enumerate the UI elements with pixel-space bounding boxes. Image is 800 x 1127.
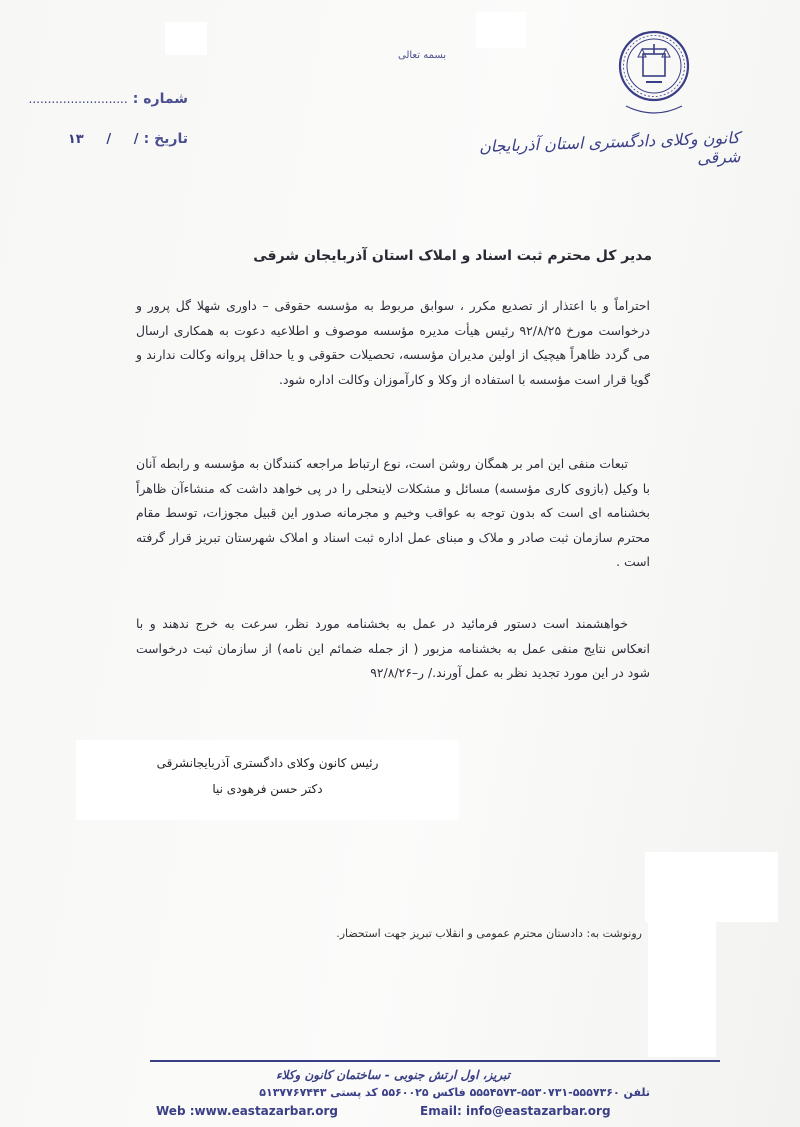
redaction-box-right-lower xyxy=(648,922,716,1057)
letter-number-row xyxy=(29,88,189,107)
addressee-heading: مدیر کل محترم ثبت اسناد و املاک استان آذربایجان شرقی xyxy=(253,248,652,264)
redaction-box-top-center xyxy=(476,12,526,48)
redaction-box-top-left xyxy=(165,22,207,55)
organization-name: کانون وکلای دادگستری استان آذربایجان شرقی xyxy=(478,128,741,168)
bar-association-seal-icon xyxy=(616,28,692,114)
body-paragraph-2: تبعات منفی این امر بر همگان روشن است، نوع ارتباط مراجعه کنندگان به مؤسسه و رابطه آنان با وکیل (بازوی کاری مؤسسه) مسائل و مشکلات لاینحلی را در پی خواهد داشت که منشاءآن ظاهراً بخشنامه ای است که بدون توجه به عواقب وخیم و مجرمانه صدور این قبیل مجوزات، توسط مقام محترم سازمان ثبت صادر و ملاک و مبنای عمل اداره ثبت اسناد و املاک شهرستان تبریز قرار گرفته است . xyxy=(136,456,650,570)
body-paragraph-3: خواهشمند است دستور فرمائید در عمل به بخشنامه مورد نظر، سرعت به خرج ندهند و با انعکاس نتایج منفی عمل به بخشنامه مزبور ( از جمله ضمائم این نامه) از سازمان ثبت درخواست شود در این مورد تجدید نظر به عمل آورند./ ر–۹۲/۸/۲۶ xyxy=(136,616,650,681)
date-label: تاریخ : xyxy=(143,131,188,147)
footer-phone-fax-postal: تلفن ۵۵۵۷۳۶۰-۵۵۳۰۷۳۱-۵۵۵۴۵۷۳ فاکس ۵۵۶۰۰۲۵ کد پستی ۵۱۳۷۷۶۷۴۴۳ xyxy=(259,1086,650,1099)
footer-website-link[interactable]: Web :www.eastazarbar.org xyxy=(156,1104,338,1118)
number-label: شماره : xyxy=(132,91,188,107)
letter-date-row xyxy=(68,128,188,147)
carbon-copy-note: رونوشت به: دادستان محترم عمومی و انقلاب تبریز جهت استحضار. xyxy=(336,927,642,940)
footer-divider xyxy=(150,1060,720,1062)
signature-box xyxy=(76,740,459,820)
footer-address: تبریز، اول ارتش جنوبی - ساختمان کانون وکلاء xyxy=(275,1068,510,1082)
date-value: / / ۱۳ xyxy=(67,132,139,147)
signature-name: دکتر حسن فرهودی نیا xyxy=(212,782,323,796)
number-value: .......................... xyxy=(28,92,128,106)
redaction-box-right xyxy=(645,852,778,922)
footer-email-link[interactable]: Email: info@eastazarbar.org xyxy=(420,1104,611,1118)
body-paragraph-1: احتراماً و با اعتذار از تصدیع مکرر ، سوابق مربوط به مؤسسه حقوقی – داوری شهلا گل پرور و درخواست مورخ ۹۲/۸/۲۵ رئیس هیأت مدیره مؤسسه موصوف و اطلاعیه دعوت به همکاری ارسال می گردد ظاهراً هیچیک از اولین مدیران مؤسسه، تحصیلات حقوقی و یا حداقل پروانه وکالت ندارند و گویا قرار است مؤسسه با استفاده از وکلا و کارآموزان وکالت اداره شود. xyxy=(136,298,651,387)
signature-title: رئیس کانون وکلای دادگستری آذربایجانشرقی xyxy=(156,756,379,770)
invocation-text: بسمه تعالی xyxy=(398,50,447,61)
